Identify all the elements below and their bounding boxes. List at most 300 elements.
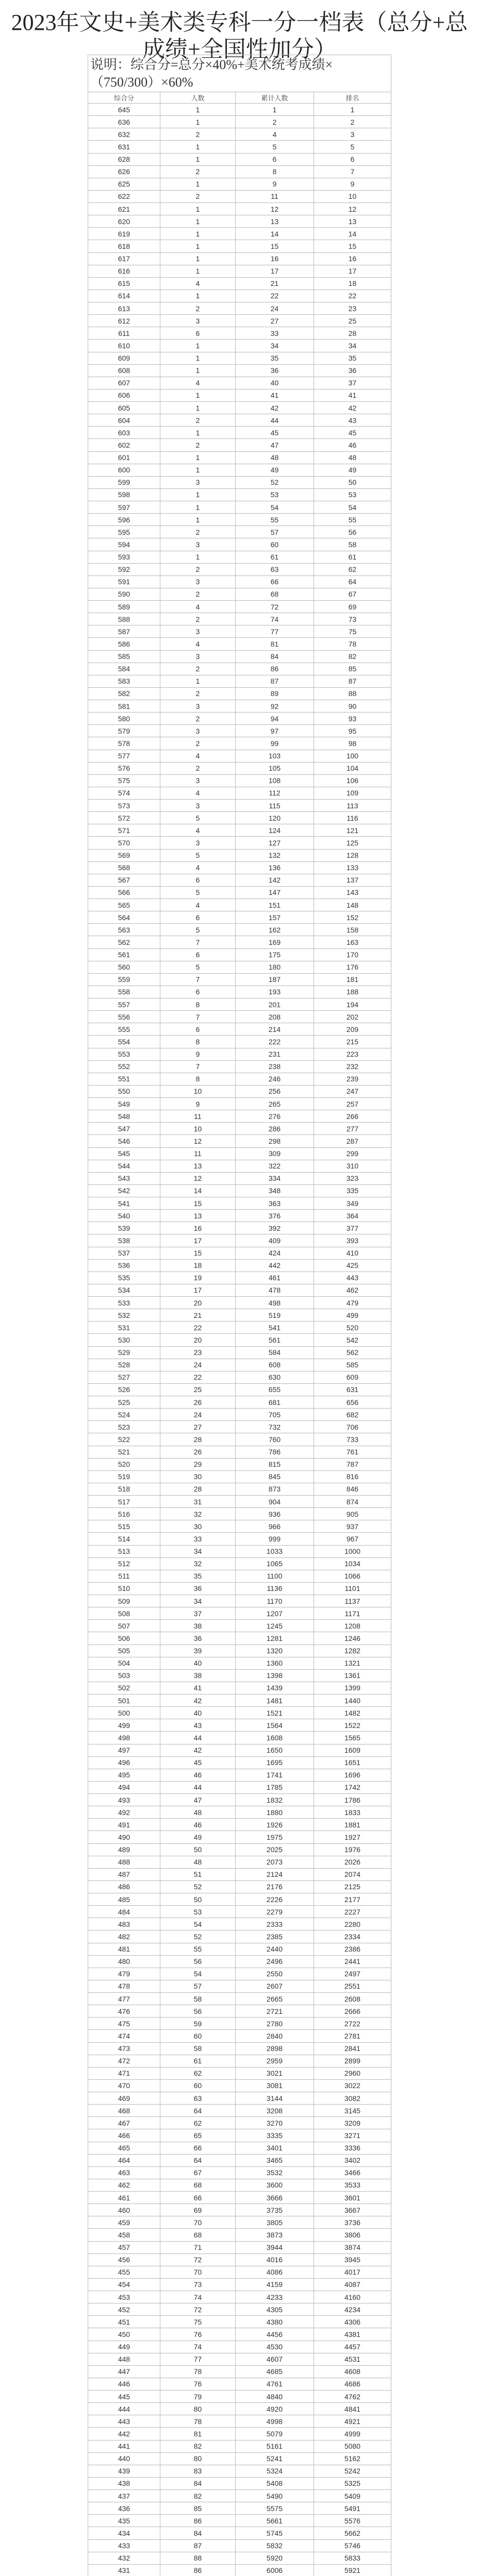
cell-score: 631 bbox=[88, 141, 160, 153]
cell-score: 531 bbox=[88, 1321, 160, 1334]
cell-rank: 3271 bbox=[314, 2129, 391, 2142]
cell-score: 464 bbox=[88, 2154, 160, 2166]
cell-cumulative: 2333 bbox=[236, 1918, 314, 1930]
header-score: 综合分 bbox=[88, 92, 160, 104]
table-row bbox=[88, 800, 391, 812]
cell-rank: 5921 bbox=[314, 2564, 391, 2576]
cell-rank: 163 bbox=[314, 936, 391, 948]
cell-score: 530 bbox=[88, 1334, 160, 1346]
cell-rank: 6 bbox=[314, 153, 391, 165]
cell-score: 600 bbox=[88, 464, 160, 476]
cell-cumulative: 424 bbox=[236, 1247, 314, 1259]
cell-rank: 266 bbox=[314, 1110, 391, 1123]
cell-count: 73 bbox=[160, 2278, 236, 2291]
table-row bbox=[88, 1570, 391, 1582]
table-row bbox=[88, 2515, 391, 2527]
cell-score: 439 bbox=[88, 2465, 160, 2477]
cell-cumulative: 3081 bbox=[236, 2079, 314, 2092]
table-row bbox=[88, 265, 391, 277]
cell-count: 84 bbox=[160, 2477, 236, 2489]
cell-cumulative: 246 bbox=[236, 1073, 314, 1085]
cell-score: 591 bbox=[88, 575, 160, 588]
cell-count: 1 bbox=[160, 389, 236, 401]
table-row bbox=[88, 1843, 391, 1856]
cell-rank: 90 bbox=[314, 700, 391, 713]
table-row bbox=[88, 1893, 391, 1906]
cell-count: 1 bbox=[160, 340, 236, 352]
cell-score: 471 bbox=[88, 2067, 160, 2079]
cell-rank: 73 bbox=[314, 613, 391, 625]
cell-rank: 1137 bbox=[314, 1595, 391, 1607]
cell-score: 553 bbox=[88, 1048, 160, 1060]
cell-score: 474 bbox=[88, 2030, 160, 2042]
cell-cumulative: 1741 bbox=[236, 1769, 314, 1781]
cell-count: 1 bbox=[160, 488, 236, 501]
cell-score: 534 bbox=[88, 1284, 160, 1296]
cell-count: 26 bbox=[160, 1446, 236, 1458]
cell-score: 572 bbox=[88, 812, 160, 824]
cell-score: 478 bbox=[88, 1980, 160, 1992]
cell-rank: 1976 bbox=[314, 1843, 391, 1856]
cell-count: 52 bbox=[160, 1880, 236, 1893]
cell-cumulative: 1033 bbox=[236, 1545, 314, 1557]
cell-count: 3 bbox=[160, 837, 236, 849]
cell-score: 461 bbox=[88, 2192, 160, 2204]
cell-cumulative: 999 bbox=[236, 1533, 314, 1545]
cell-rank: 682 bbox=[314, 1409, 391, 1421]
cell-rank: 3145 bbox=[314, 2105, 391, 2117]
cell-score: 441 bbox=[88, 2440, 160, 2452]
cell-rank: 10 bbox=[314, 190, 391, 202]
table-row bbox=[88, 1496, 391, 1508]
cell-rank: 239 bbox=[314, 1073, 391, 1085]
cell-score: 444 bbox=[88, 2403, 160, 2415]
table-row bbox=[88, 1346, 391, 1359]
cell-rank: 2227 bbox=[314, 1906, 391, 1918]
cell-count: 3 bbox=[160, 800, 236, 812]
score-table-body bbox=[88, 55, 391, 2576]
cell-count: 1 bbox=[160, 551, 236, 563]
cell-rank: 410 bbox=[314, 1247, 391, 1259]
cell-rank: 656 bbox=[314, 1396, 391, 1409]
header-row bbox=[88, 92, 391, 104]
cell-score: 460 bbox=[88, 2204, 160, 2216]
table-row bbox=[88, 141, 391, 153]
cell-rank: 3 bbox=[314, 128, 391, 141]
cell-cumulative: 4607 bbox=[236, 2353, 314, 2365]
cell-count: 1 bbox=[160, 352, 236, 364]
table-row bbox=[88, 439, 391, 451]
cell-score: 573 bbox=[88, 800, 160, 812]
cell-count: 34 bbox=[160, 1595, 236, 1607]
cell-count: 3 bbox=[160, 538, 236, 551]
cell-cumulative: 3208 bbox=[236, 2105, 314, 2117]
cell-score: 484 bbox=[88, 1906, 160, 1918]
cell-count: 1 bbox=[160, 265, 236, 277]
cell-count: 3 bbox=[160, 700, 236, 713]
cell-count: 13 bbox=[160, 1160, 236, 1172]
cell-count: 2 bbox=[160, 613, 236, 625]
cell-rank: 87 bbox=[314, 675, 391, 687]
cell-cumulative: 2279 bbox=[236, 1906, 314, 1918]
table-row bbox=[88, 924, 391, 936]
cell-score: 562 bbox=[88, 936, 160, 948]
table-row bbox=[88, 899, 391, 911]
cell-rank: 2177 bbox=[314, 1893, 391, 1906]
cell-score: 466 bbox=[88, 2129, 160, 2142]
cell-cumulative: 5745 bbox=[236, 2527, 314, 2539]
header-rank: 排名 bbox=[314, 92, 391, 104]
cell-rank: 53 bbox=[314, 488, 391, 501]
cell-cumulative: 1065 bbox=[236, 1557, 314, 1570]
table-row bbox=[88, 1955, 391, 1968]
cell-score: 447 bbox=[88, 2365, 160, 2378]
cell-count: 1 bbox=[160, 215, 236, 228]
cell-count: 83 bbox=[160, 2465, 236, 2477]
cell-cumulative: 87 bbox=[236, 675, 314, 687]
cell-cumulative: 124 bbox=[236, 824, 314, 837]
cell-rank: 1171 bbox=[314, 1607, 391, 1620]
cell-cumulative: 92 bbox=[236, 700, 314, 713]
table-row bbox=[88, 464, 391, 476]
cell-cumulative: 42 bbox=[236, 402, 314, 414]
cell-rank: 4608 bbox=[314, 2365, 391, 2378]
cell-score: 516 bbox=[88, 1508, 160, 1520]
cell-score: 500 bbox=[88, 1707, 160, 1719]
cell-cumulative: 21 bbox=[236, 277, 314, 290]
cell-rank: 5833 bbox=[314, 2552, 391, 2564]
cell-count: 65 bbox=[160, 2129, 236, 2142]
table-row bbox=[88, 750, 391, 762]
cell-rank: 17 bbox=[314, 265, 391, 277]
cell-rank: 55 bbox=[314, 514, 391, 526]
cell-score: 578 bbox=[88, 737, 160, 750]
cell-rank: 299 bbox=[314, 1147, 391, 1160]
cell-cumulative: 298 bbox=[236, 1135, 314, 1147]
table-row bbox=[88, 1048, 391, 1060]
cell-rank: 176 bbox=[314, 961, 391, 973]
cell-score: 455 bbox=[88, 2266, 160, 2278]
table-row bbox=[88, 488, 391, 501]
cell-score: 445 bbox=[88, 2391, 160, 2403]
cell-rank: 1609 bbox=[314, 1744, 391, 1756]
cell-rank: 69 bbox=[314, 601, 391, 613]
cell-rank: 2074 bbox=[314, 1868, 391, 1880]
cell-count: 10 bbox=[160, 1085, 236, 1097]
cell-cumulative: 15 bbox=[236, 240, 314, 252]
cell-score: 523 bbox=[88, 1421, 160, 1433]
cell-rank: 232 bbox=[314, 1060, 391, 1073]
cell-rank: 121 bbox=[314, 824, 391, 837]
cell-rank: 5662 bbox=[314, 2527, 391, 2539]
cell-score: 549 bbox=[88, 1098, 160, 1110]
table-row bbox=[88, 1098, 391, 1110]
table-row bbox=[88, 203, 391, 215]
cell-score: 590 bbox=[88, 588, 160, 600]
cell-score: 472 bbox=[88, 2055, 160, 2067]
cell-rank: 4921 bbox=[314, 2415, 391, 2428]
cell-score: 597 bbox=[88, 501, 160, 514]
cell-score: 604 bbox=[88, 414, 160, 427]
table-row bbox=[88, 1632, 391, 1645]
cell-count: 3 bbox=[160, 476, 236, 488]
cell-cumulative: 3735 bbox=[236, 2204, 314, 2216]
cell-count: 56 bbox=[160, 1955, 236, 1968]
cell-rank: 215 bbox=[314, 1036, 391, 1048]
cell-count: 5 bbox=[160, 812, 236, 824]
cell-count: 7 bbox=[160, 1060, 236, 1073]
table-row bbox=[88, 165, 391, 178]
cell-rank: 5409 bbox=[314, 2490, 391, 2502]
cell-cumulative: 5324 bbox=[236, 2465, 314, 2477]
cell-score: 475 bbox=[88, 2018, 160, 2030]
cell-cumulative: 5241 bbox=[236, 2452, 314, 2465]
cell-count: 3 bbox=[160, 725, 236, 737]
cell-cumulative: 561 bbox=[236, 1334, 314, 1346]
cell-score: 611 bbox=[88, 327, 160, 340]
cell-score: 537 bbox=[88, 1247, 160, 1259]
cell-count: 5 bbox=[160, 924, 236, 936]
table-row bbox=[88, 874, 391, 886]
cell-rank: 35 bbox=[314, 352, 391, 364]
cell-score: 504 bbox=[88, 1657, 160, 1669]
cell-cumulative: 35 bbox=[236, 352, 314, 364]
table-row bbox=[88, 1520, 391, 1533]
cell-cumulative: 348 bbox=[236, 1184, 314, 1197]
cell-rank: 13 bbox=[314, 215, 391, 228]
cell-score: 574 bbox=[88, 787, 160, 799]
cell-score: 558 bbox=[88, 986, 160, 998]
cell-count: 1 bbox=[160, 228, 236, 240]
cell-rank: 1399 bbox=[314, 1682, 391, 1694]
table-row bbox=[88, 2391, 391, 2403]
cell-score: 548 bbox=[88, 1110, 160, 1123]
cell-count: 58 bbox=[160, 1993, 236, 2005]
cell-count: 27 bbox=[160, 1421, 236, 1433]
cell-score: 452 bbox=[88, 2303, 160, 2316]
table-row bbox=[88, 2440, 391, 2452]
table-row bbox=[88, 2527, 391, 2539]
cell-cumulative: 442 bbox=[236, 1259, 314, 1272]
cell-score: 482 bbox=[88, 1930, 160, 1943]
cell-count: 54 bbox=[160, 1968, 236, 1980]
cell-rank: 148 bbox=[314, 899, 391, 911]
cell-score: 458 bbox=[88, 2229, 160, 2241]
cell-cumulative: 2959 bbox=[236, 2055, 314, 2067]
cell-count: 44 bbox=[160, 1732, 236, 1744]
cell-cumulative: 409 bbox=[236, 1234, 314, 1247]
table-row bbox=[88, 1930, 391, 1943]
table-row bbox=[88, 1272, 391, 1284]
cell-rank: 2280 bbox=[314, 1918, 391, 1930]
cell-count: 16 bbox=[160, 1222, 236, 1234]
cell-count: 62 bbox=[160, 2067, 236, 2079]
table-row bbox=[88, 1036, 391, 1048]
table-row bbox=[88, 1980, 391, 1992]
cell-rank: 609 bbox=[314, 1371, 391, 1383]
cell-count: 32 bbox=[160, 1508, 236, 1520]
cell-count: 20 bbox=[160, 1334, 236, 1346]
cell-cumulative: 630 bbox=[236, 1371, 314, 1383]
cell-cumulative: 5832 bbox=[236, 2539, 314, 2552]
cell-count: 56 bbox=[160, 2005, 236, 2018]
cell-count: 24 bbox=[160, 1359, 236, 1371]
cell-score: 546 bbox=[88, 1135, 160, 1147]
cell-rank: 310 bbox=[314, 1160, 391, 1172]
cell-count: 1 bbox=[160, 464, 236, 476]
cell-cumulative: 1481 bbox=[236, 1694, 314, 1707]
cell-cumulative: 309 bbox=[236, 1147, 314, 1160]
table-row bbox=[88, 340, 391, 352]
cell-cumulative: 1785 bbox=[236, 1781, 314, 1793]
cell-rank: 1927 bbox=[314, 1831, 391, 1843]
cell-score: 508 bbox=[88, 1607, 160, 1620]
table-row bbox=[88, 2328, 391, 2341]
cell-cumulative: 2385 bbox=[236, 1930, 314, 1943]
cell-count: 64 bbox=[160, 2154, 236, 2166]
table-row bbox=[88, 1297, 391, 1309]
table-row bbox=[88, 2539, 391, 2552]
cell-rank: 152 bbox=[314, 911, 391, 924]
cell-rank: 2899 bbox=[314, 2055, 391, 2067]
cell-score: 567 bbox=[88, 874, 160, 886]
cell-count: 75 bbox=[160, 2316, 236, 2328]
cell-score: 533 bbox=[88, 1297, 160, 1309]
cell-score: 442 bbox=[88, 2428, 160, 2440]
cell-cumulative: 142 bbox=[236, 874, 314, 886]
cell-count: 31 bbox=[160, 1496, 236, 1508]
cell-score: 457 bbox=[88, 2241, 160, 2253]
cell-rank: 209 bbox=[314, 1023, 391, 1036]
cell-rank: 5325 bbox=[314, 2477, 391, 2489]
table-row bbox=[88, 1732, 391, 1744]
cell-count: 68 bbox=[160, 2229, 236, 2241]
cell-count: 32 bbox=[160, 1557, 236, 1570]
table-note: 说明：综合分=总分×40%+美术统考成绩×（750/300）×60% bbox=[88, 55, 391, 92]
table-row bbox=[88, 1135, 391, 1147]
cell-rank: 2551 bbox=[314, 1980, 391, 1992]
table-row bbox=[88, 2042, 391, 2055]
cell-score: 622 bbox=[88, 190, 160, 202]
table-row bbox=[88, 2291, 391, 2303]
cell-count: 64 bbox=[160, 2105, 236, 2117]
table-row bbox=[88, 1545, 391, 1557]
cell-count: 69 bbox=[160, 2204, 236, 2216]
cell-rank: 64 bbox=[314, 575, 391, 588]
cell-score: 467 bbox=[88, 2117, 160, 2129]
cell-count: 20 bbox=[160, 1297, 236, 1309]
cell-rank: 443 bbox=[314, 1272, 391, 1284]
cell-rank: 4686 bbox=[314, 2378, 391, 2390]
cell-score: 593 bbox=[88, 551, 160, 563]
cell-count: 4 bbox=[160, 750, 236, 762]
cell-count: 72 bbox=[160, 2253, 236, 2266]
cell-cumulative: 17 bbox=[236, 265, 314, 277]
cell-score: 432 bbox=[88, 2552, 160, 2564]
cell-score: 497 bbox=[88, 1744, 160, 1756]
cell-cumulative: 1207 bbox=[236, 1607, 314, 1620]
cell-score: 519 bbox=[88, 1470, 160, 1483]
cell-score: 569 bbox=[88, 849, 160, 861]
cell-rank: 874 bbox=[314, 1496, 391, 1508]
cell-cumulative: 44 bbox=[236, 414, 314, 427]
table-row bbox=[88, 824, 391, 837]
cell-cumulative: 256 bbox=[236, 1085, 314, 1097]
table-row bbox=[88, 1595, 391, 1607]
cell-rank: 104 bbox=[314, 762, 391, 774]
cell-score: 584 bbox=[88, 663, 160, 675]
cell-rank: 1361 bbox=[314, 1669, 391, 1682]
table-row bbox=[88, 973, 391, 986]
cell-count: 2 bbox=[160, 687, 236, 700]
cell-cumulative: 8 bbox=[236, 165, 314, 178]
cell-rank: 3533 bbox=[314, 2179, 391, 2191]
cell-count: 54 bbox=[160, 1918, 236, 1930]
table-row bbox=[88, 1557, 391, 1570]
cell-cumulative: 265 bbox=[236, 1098, 314, 1110]
cell-rank: 158 bbox=[314, 924, 391, 936]
cell-rank: 1000 bbox=[314, 1545, 391, 1557]
cell-count: 87 bbox=[160, 2539, 236, 2552]
table-row bbox=[88, 2166, 391, 2179]
cell-score: 525 bbox=[88, 1396, 160, 1409]
cell-count: 6 bbox=[160, 948, 236, 961]
cell-rank: 1034 bbox=[314, 1557, 391, 1570]
table-row bbox=[88, 2018, 391, 2030]
cell-score: 603 bbox=[88, 427, 160, 439]
cell-rank: 67 bbox=[314, 588, 391, 600]
cell-cumulative: 2124 bbox=[236, 1868, 314, 1880]
cell-cumulative: 120 bbox=[236, 812, 314, 824]
cell-score: 498 bbox=[88, 1732, 160, 1744]
cell-count: 59 bbox=[160, 2018, 236, 2030]
cell-cumulative: 16 bbox=[236, 252, 314, 265]
cell-cumulative: 11 bbox=[236, 190, 314, 202]
cell-rank: 631 bbox=[314, 1383, 391, 1396]
cell-score: 437 bbox=[88, 2490, 160, 2502]
table-row bbox=[88, 1284, 391, 1296]
cell-rank: 937 bbox=[314, 1520, 391, 1533]
cell-rank: 1651 bbox=[314, 1756, 391, 1769]
table-row bbox=[88, 1259, 391, 1272]
table-row bbox=[88, 1073, 391, 1085]
cell-cumulative: 214 bbox=[236, 1023, 314, 1036]
table-row bbox=[88, 2452, 391, 2465]
cell-count: 76 bbox=[160, 2328, 236, 2341]
cell-rank: 733 bbox=[314, 1433, 391, 1446]
cell-count: 78 bbox=[160, 2365, 236, 2378]
cell-score: 511 bbox=[88, 1570, 160, 1582]
cell-score: 488 bbox=[88, 1856, 160, 1868]
cell-score: 520 bbox=[88, 1458, 160, 1470]
cell-count: 84 bbox=[160, 2527, 236, 2539]
cell-cumulative: 3335 bbox=[236, 2129, 314, 2142]
cell-score: 514 bbox=[88, 1533, 160, 1545]
cell-count: 2 bbox=[160, 165, 236, 178]
cell-rank: 170 bbox=[314, 948, 391, 961]
cell-score: 453 bbox=[88, 2291, 160, 2303]
table-row bbox=[88, 1620, 391, 1632]
cell-cumulative: 1926 bbox=[236, 1819, 314, 1831]
cell-rank: 54 bbox=[314, 501, 391, 514]
cell-cumulative: 6 bbox=[236, 153, 314, 165]
cell-rank: 277 bbox=[314, 1123, 391, 1135]
cell-rank: 37 bbox=[314, 377, 391, 389]
cell-cumulative: 5 bbox=[236, 141, 314, 153]
table-row bbox=[88, 2067, 391, 2079]
table-row bbox=[88, 2030, 391, 2042]
table-row bbox=[88, 2092, 391, 2105]
